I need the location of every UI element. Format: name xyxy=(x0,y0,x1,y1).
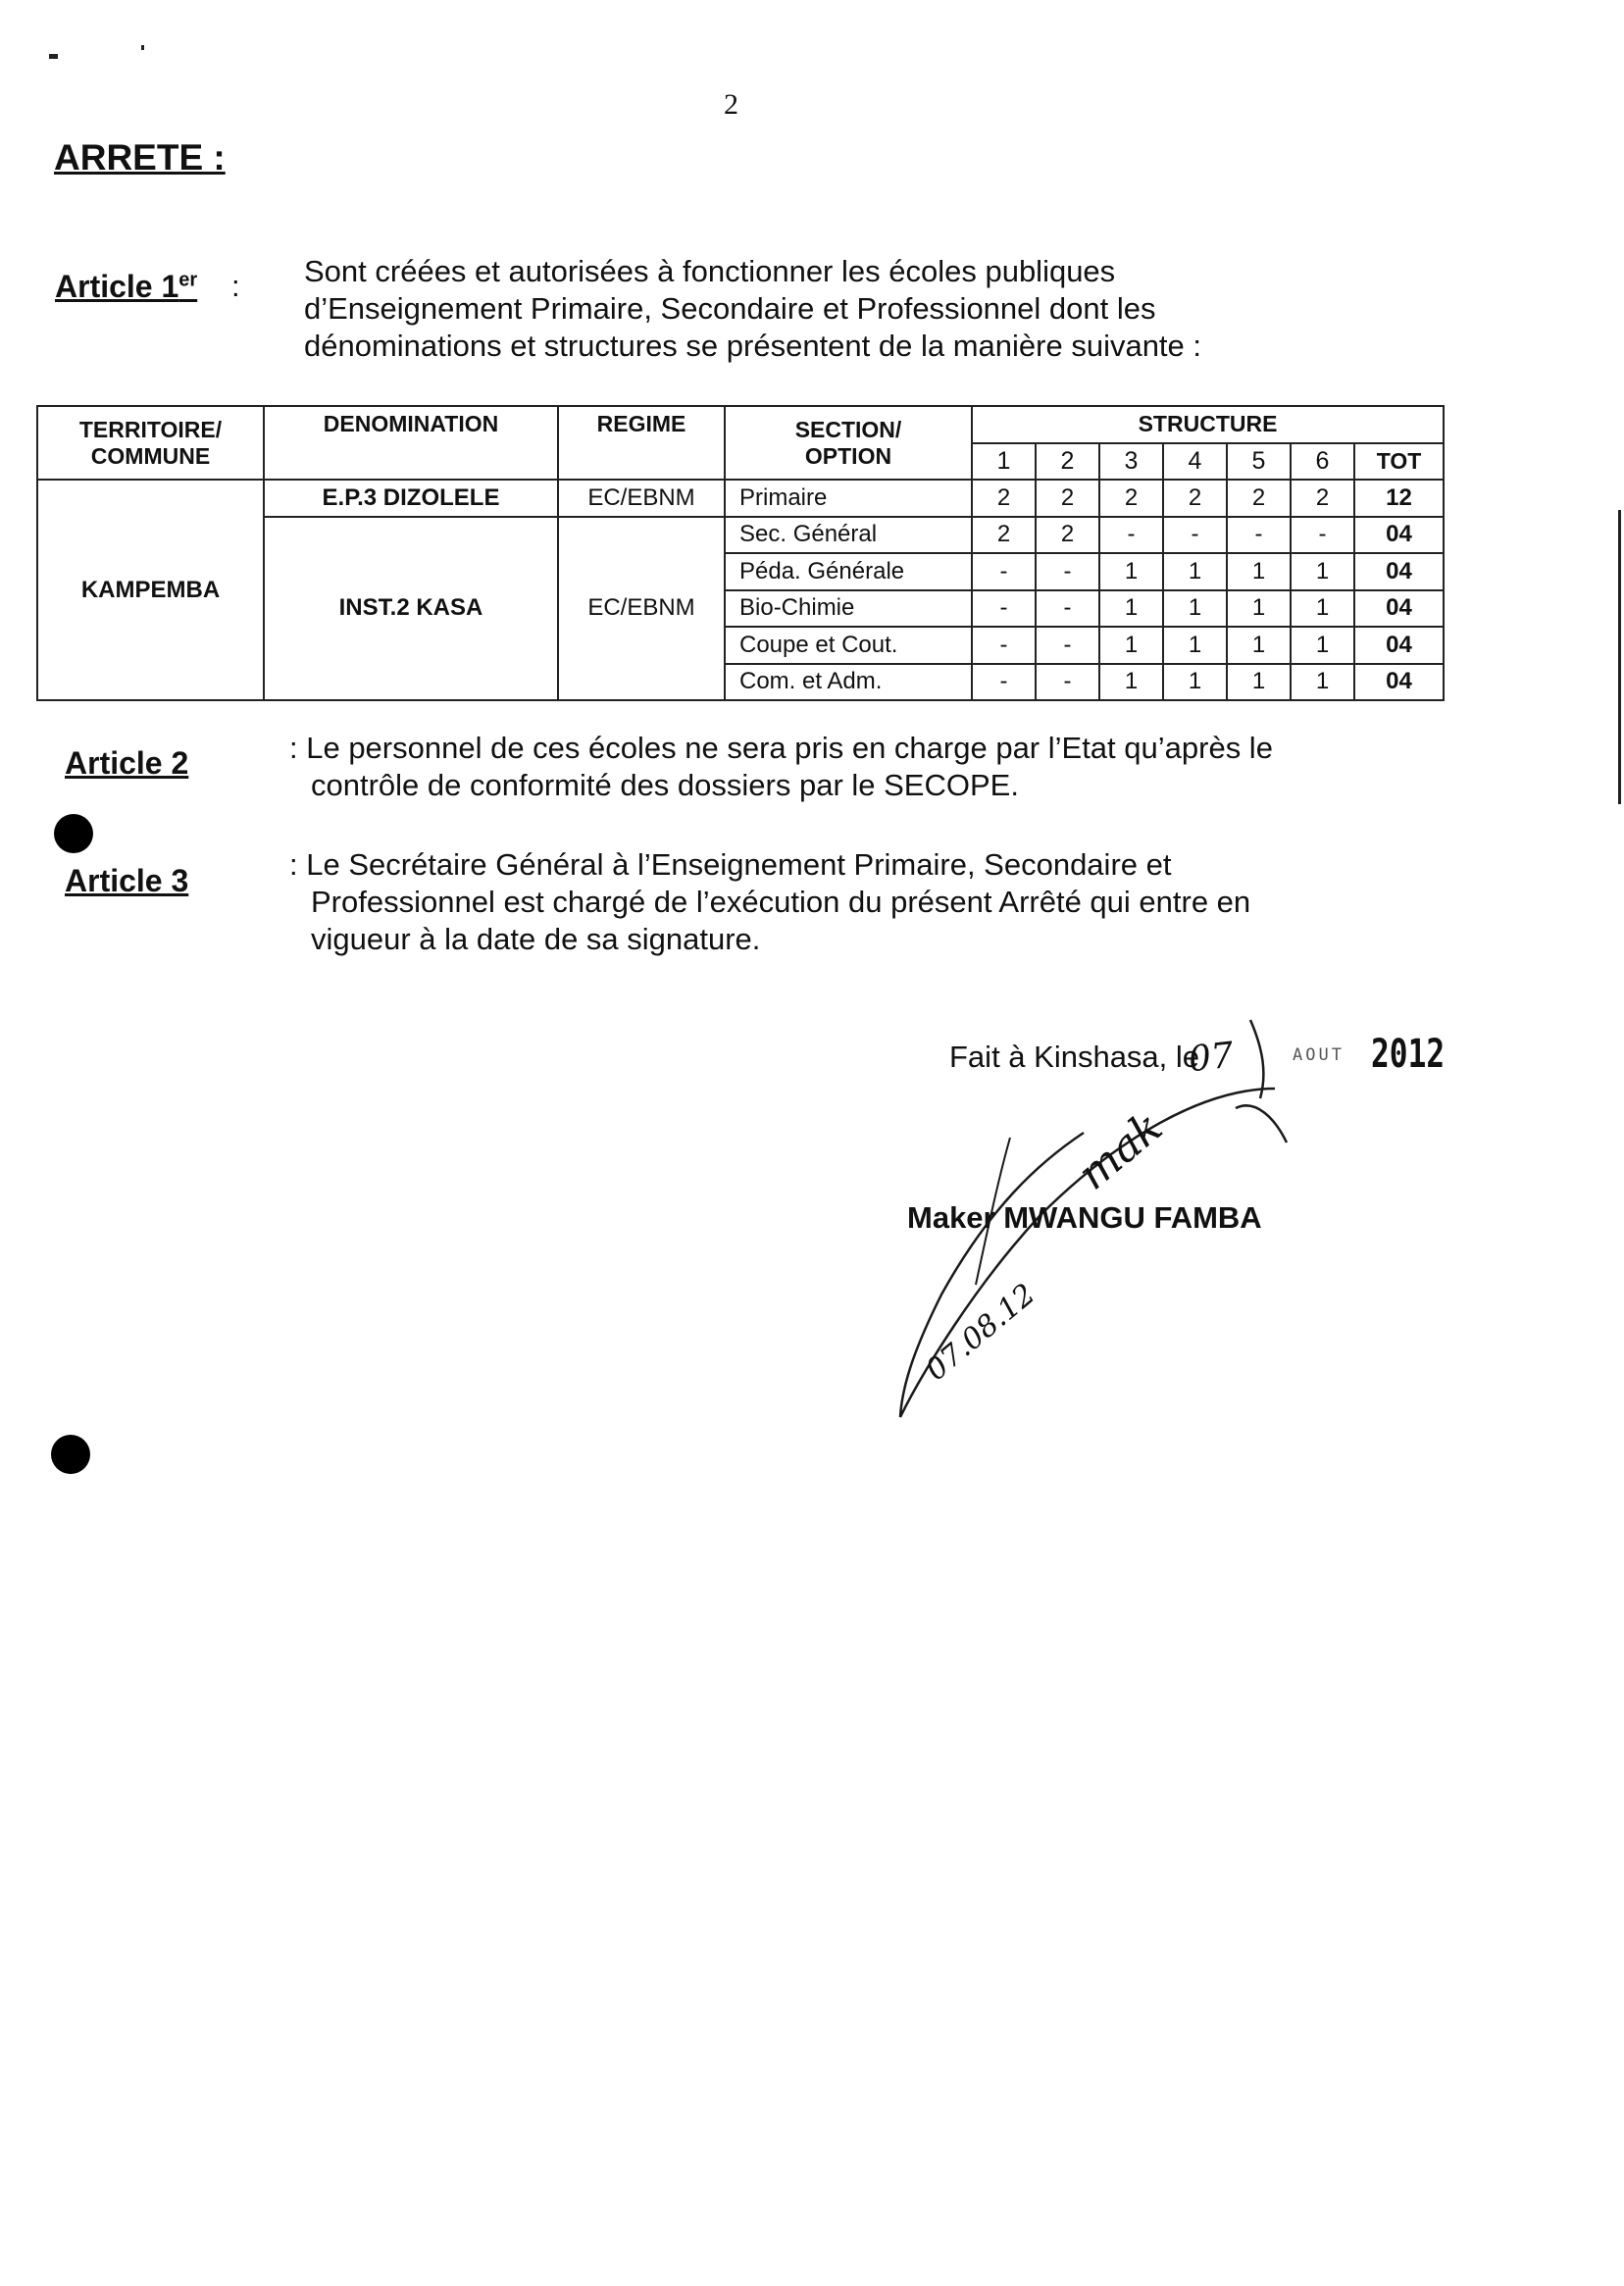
class-cell: 1 xyxy=(1291,590,1354,628)
class-cell: - xyxy=(1099,517,1163,554)
header-section xyxy=(725,406,972,480)
article-1-label-sup: er xyxy=(178,269,198,291)
class-cell: - xyxy=(972,590,1036,628)
option-cell: Com. et Adm. xyxy=(725,664,972,701)
table-row xyxy=(37,480,1444,517)
header-structure: STRUCTURE xyxy=(972,406,1444,443)
article-3-line: vigueur à la date de sa signature. xyxy=(311,922,761,956)
class-cell: 1 xyxy=(1099,553,1163,590)
article-1-label xyxy=(55,269,197,305)
class-cell: 1 xyxy=(1227,664,1291,701)
header-territoire-line2: COMMUNE xyxy=(90,442,211,469)
class-cell: - xyxy=(1227,517,1291,554)
class-cell: 1 xyxy=(1099,590,1163,628)
class-cell: - xyxy=(1036,627,1099,664)
class-cell: 2 xyxy=(1036,517,1099,554)
article-1-label-main: Article 1 xyxy=(55,269,179,304)
class-cell: - xyxy=(1036,553,1099,590)
article-2-text xyxy=(289,730,1423,804)
option-cell: Bio-Chimie xyxy=(725,590,972,628)
class-cell: - xyxy=(1036,664,1099,701)
page-number: 2 xyxy=(724,88,738,121)
scan-mark xyxy=(141,45,144,50)
class-cell: - xyxy=(972,664,1036,701)
article-3-text xyxy=(289,846,1423,958)
class-cell: 2 xyxy=(972,517,1036,554)
class-cell: 1 xyxy=(1163,553,1227,590)
class-cell: 2 xyxy=(1036,480,1099,517)
header-denomination: DENOMINATION xyxy=(264,406,558,480)
signatory-name: Maker MWANGU FAMBA xyxy=(907,1200,1262,1235)
article-1-colon: : xyxy=(231,269,240,303)
class-cell: 2 xyxy=(1227,480,1291,517)
class-cell: 1 xyxy=(1099,664,1163,701)
total-cell: 04 xyxy=(1354,664,1444,701)
article-2-line: contrôle de conformité des dossiers par le SECOPE. xyxy=(311,768,1019,802)
school-name-cell: INST.2 KASA xyxy=(264,517,558,701)
regime-cell: EC/EBNM xyxy=(558,480,725,517)
option-cell: Coupe et Cout. xyxy=(725,627,972,664)
total-cell: 04 xyxy=(1354,517,1444,554)
scan-mark xyxy=(49,54,58,59)
class-cell: 2 xyxy=(1163,480,1227,517)
class-cell: - xyxy=(1163,517,1227,554)
class-cell: 1 xyxy=(1163,627,1227,664)
article-1-text xyxy=(304,253,1414,365)
article-3-label: Article 3 xyxy=(65,863,189,898)
total-cell: 12 xyxy=(1354,480,1444,517)
header-section-line1: SECTION/ xyxy=(794,416,902,442)
total-cell: 04 xyxy=(1354,590,1444,628)
header-total: TOT xyxy=(1354,443,1444,481)
header-class-6: 6 xyxy=(1291,443,1354,481)
article-3-line: Professionnel est chargé de l’exécution du présent Arrêté qui entre en xyxy=(311,885,1251,919)
class-cell: 1 xyxy=(1291,553,1354,590)
article-1-line: Sont créées et autorisées à fonctionner les écoles publiques xyxy=(304,254,1116,288)
school-name-cell: E.P.3 DIZOLELE xyxy=(264,480,558,517)
class-cell: - xyxy=(972,627,1036,664)
header-class-2: 2 xyxy=(1036,443,1099,481)
class-cell: 1 xyxy=(1163,664,1227,701)
class-cell: 1 xyxy=(1227,590,1291,628)
class-cell: - xyxy=(1036,590,1099,628)
territoire-cell: KAMPEMBA xyxy=(37,480,264,700)
header-territoire xyxy=(37,406,264,480)
header-class-4: 4 xyxy=(1163,443,1227,481)
handwritten-initials: mak xyxy=(1068,1101,1172,1200)
article-3-line: : Le Secrétaire Général à l’Enseignement Primaire, Secondaire et xyxy=(289,847,1172,882)
article-1-line: d’Enseignement Primaire, Secondaire et Professionnel dont les xyxy=(304,291,1156,326)
stamped-year: 2012 xyxy=(1371,1032,1446,1077)
punch-hole-mark xyxy=(51,1435,90,1474)
punch-hole-mark xyxy=(54,814,93,853)
regime-cell: EC/EBNM xyxy=(558,517,725,701)
article-2-label: Article 2 xyxy=(65,745,189,781)
margin-line xyxy=(1618,510,1621,804)
option-cell: Sec. Général xyxy=(725,517,972,554)
school-structure-table xyxy=(36,405,1445,701)
class-cell: 1 xyxy=(1291,664,1354,701)
header-class-3: 3 xyxy=(1099,443,1163,481)
class-cell: 2 xyxy=(972,480,1036,517)
signature-stroke xyxy=(1236,1020,1287,1143)
class-cell: - xyxy=(972,553,1036,590)
stamped-month: AOUT xyxy=(1293,1045,1345,1065)
total-cell: 04 xyxy=(1354,553,1444,590)
article-1-line: dénominations et structures se présentent de la manière suivante : xyxy=(304,329,1202,363)
header-territoire-line1: TERRITOIRE/ xyxy=(78,416,223,442)
handwritten-day: 07 xyxy=(1186,1035,1236,1081)
class-cell: 1 xyxy=(1227,627,1291,664)
header-class-1: 1 xyxy=(972,443,1036,481)
place-date-text: Fait à Kinshasa, le xyxy=(949,1040,1200,1074)
total-cell: 04 xyxy=(1354,627,1444,664)
header-class-5: 5 xyxy=(1227,443,1291,481)
option-cell: Péda. Générale xyxy=(725,553,972,590)
class-cell: 1 xyxy=(1227,553,1291,590)
class-cell: 2 xyxy=(1291,480,1354,517)
class-cell: 1 xyxy=(1099,627,1163,664)
article-2-line: : Le personnel de ces écoles ne sera pris en charge par l’Etat qu’après le xyxy=(289,731,1273,765)
class-cell: 1 xyxy=(1291,627,1354,664)
class-cell: - xyxy=(1291,517,1354,554)
option-cell: Primaire xyxy=(725,480,972,517)
header-regime: REGIME xyxy=(558,406,725,480)
heading-arrete: ARRETE : xyxy=(54,137,226,178)
handwritten-date: 07.08.12 xyxy=(919,1277,1042,1388)
header-section-line2: OPTION xyxy=(804,442,892,469)
class-cell: 2 xyxy=(1099,480,1163,517)
class-cell: 1 xyxy=(1163,590,1227,628)
